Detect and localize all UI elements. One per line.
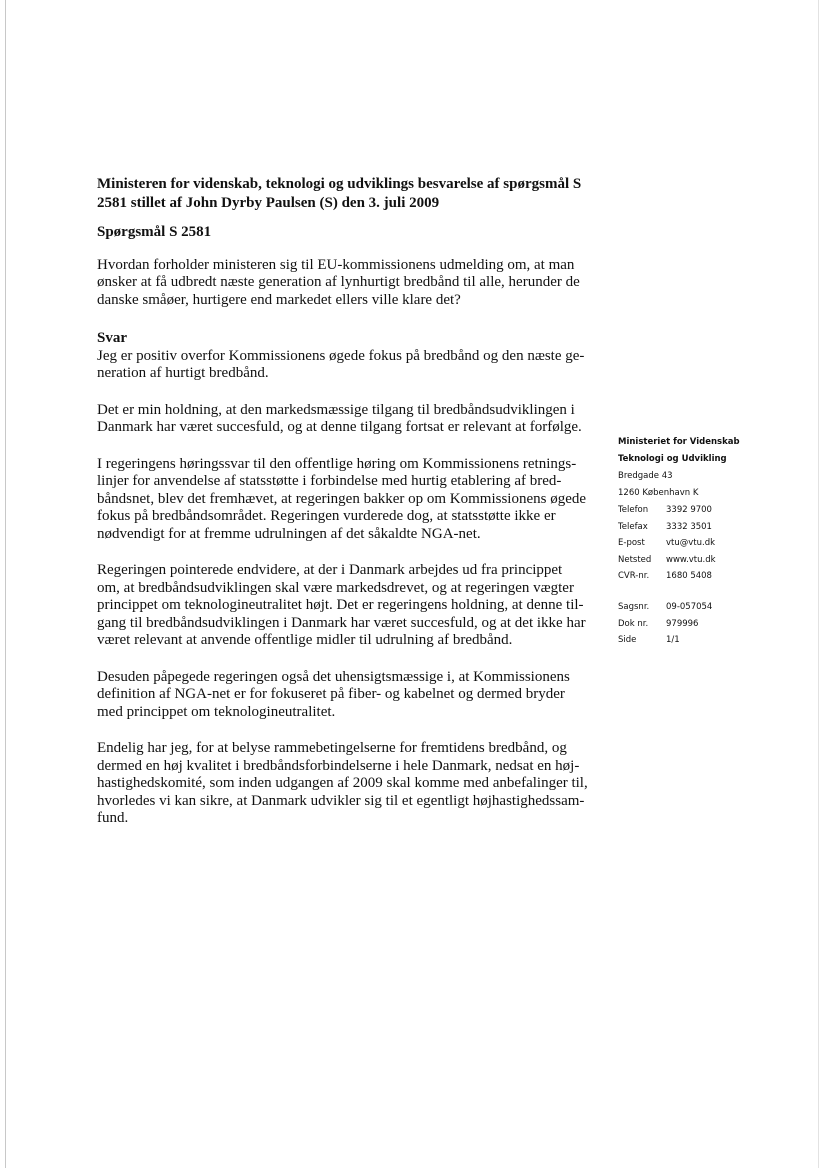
ref-row-sagsnr [618,599,808,616]
contact-label: Netsted [618,554,652,565]
page-edge-left [5,0,6,1168]
ministry-name-line1: Ministeriet for Videnskab [618,437,740,447]
address-street: Bredgade 43 [618,471,673,481]
sidebar-spacer [618,585,808,599]
contact-row-epost [618,535,808,552]
contact-value: vtu@vtu.dk [666,538,716,549]
ref-value: 1/1 [666,635,680,646]
ref-row-side [618,632,808,649]
letter-body [97,175,593,828]
contact-row-cvr [618,568,808,585]
page-edge-right [818,0,819,1168]
answer-paragraph: I regeringens høringssvar til den offentlige høring om Kommissionens retnings- linjer for anvendelse af statsstøtte i forbindelse med hurtig etablering af bred- båndsnet, blev det fremhævet, at regeringen bakker op om Kommissionens øgede fokus på bredbåndsområdet. Regeringen vurderede dog, at statsstøtte ikke er nødvendigt for at fremme udrulningen af det såkaldte NGA-net. [97,455,587,542]
contact-label: Telefax [618,521,648,532]
ref-value: 979996 [666,618,699,629]
contact-label: CVR-nr. [618,571,650,582]
contact-row-telefon [618,502,808,519]
contact-value: 3392 9700 [666,505,712,515]
answer-paragraph: Det er min holdning, at den markedsmæssige tilgang til bredbåndsudviklingen i Danmark har været succesfuld, og at denne tilgang fortsat er relevant at forfølge. [97,401,582,435]
address-city: 1260 København K [618,488,699,498]
contact-value: 3332 3501 [666,521,712,532]
ref-value: 09-057054 [666,601,713,612]
contact-label: E-post [618,538,645,549]
answer-paragraph: Desuden påpegede regeringen også det uhensigtsmæssige i, at Kommissionens definition af NGA-net er for fokuseret på fiber- og kabelnet og dermed bryder med princippet om teknologineutralitet. [97,668,570,720]
answer-paragraph: Endelig har jeg, for at belyse rammebetingelserne for fremtidens bredbånd, og dermed en høj kvalitet i bredbåndsforbindelserne i hele Danmark, nedsat en høj- hastighedskomité, som inden udgangen af 2009 skal komme med anbefalinger til, hvorledes vi kan sikre, at Danmark udvikler sig til et egentligt højhastighedssam- fund. [97,740,588,826]
answer-paragraph: Jeg er positiv overfor Kommissionens øgede fokus på bredbånd og den næste ge- neration af hurtigt bredbånd. [97,347,585,381]
ministry-info-sidebar [618,434,808,649]
ref-label: Sagsnr. [618,601,650,612]
ref-label: Side [618,635,637,646]
contact-row-netsted [618,552,808,569]
document-title: Ministeren for videnskab, teknologi og udviklings besvarelse af spørgsmål S 2581 stillet af John Dyrby Paulsen (S) den 3. juli 2009 [97,176,582,211]
contact-label: Telefon [618,505,649,515]
answer-heading: Svar [97,330,127,346]
contact-value: 1680 5408 [666,571,712,582]
ref-row-doknr [618,616,808,633]
answer-paragraph: Regeringen pointerede endvidere, at der i Danmark arbejdes ud fra princippet om, at bredbåndsudviklingen skal være markedsdrevet, og at regeringen vægter princippet om teknologineutralitet højt. Det er regeringens holdning, at denne til- gang til bredbåndsudviklingen i Danmark har været succesfuld, og at det ikke har været relevant at anvende offentlige midler til udrulning af bredbånd. [97,562,586,648]
question-heading: Spørgsmål S 2581 [97,224,212,240]
ref-label: Dok nr. [618,618,649,629]
contact-row-telefax [618,519,808,536]
ministry-name-line2: Teknologi og Udvikling [618,454,727,464]
question-text: Hvordan forholder ministeren sig til EU-kommissionens udmelding om, at man ønsker at få udbredt næste generation af lynhurtigt bredbånd til alle, herunder de danske småøer, hurtigere end markedet ellers ville klare det? [97,256,580,308]
contact-value: www.vtu.dk [666,554,716,565]
